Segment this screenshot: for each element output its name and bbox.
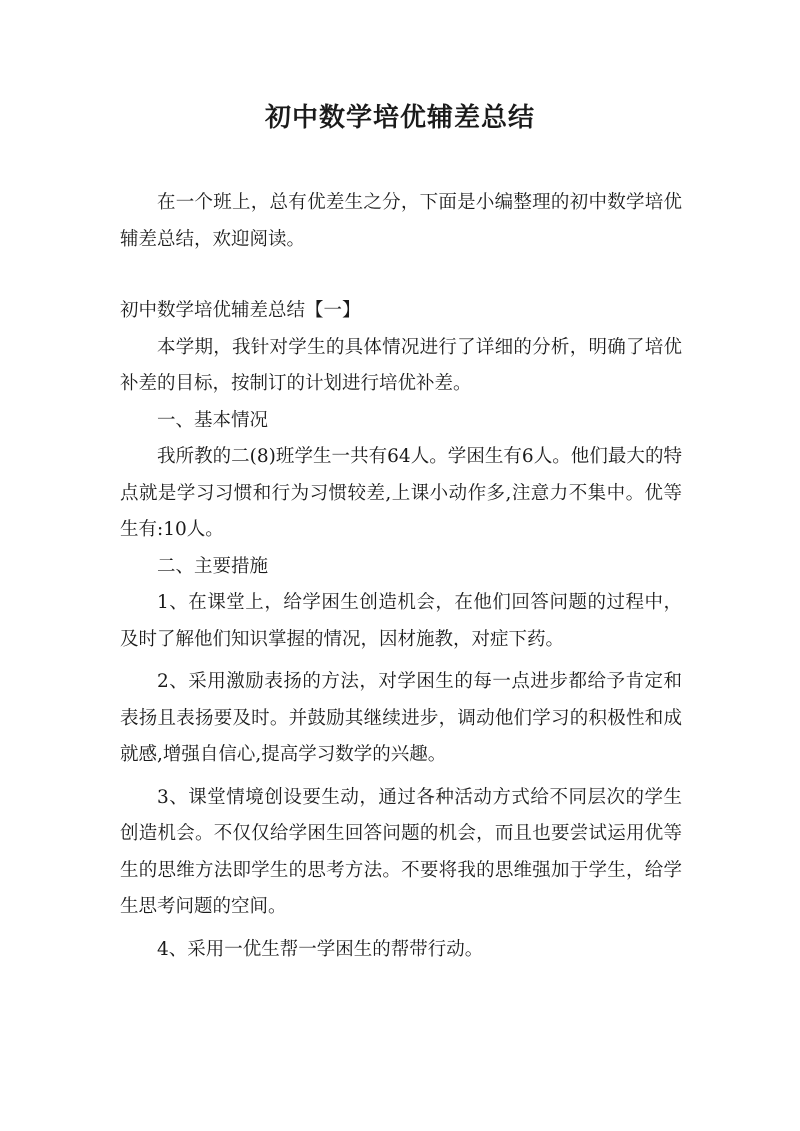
measure-item: 1、在课堂上，给学困生创造机会，在他们回答问题的过程中，及时了解他们知识掌握的情况，因材施教，对症下药。 <box>120 592 682 650</box>
subheading-main-measures: 二、主要措施 <box>157 555 269 577</box>
body-paragraph: 本学期，我针对学生的具体情况进行了详细的分析，明确了培优补差的目标，按制订的计划进行培优补差。 <box>120 336 682 394</box>
section-heading: 初中数学培优辅差总结【一】 <box>120 300 361 321</box>
measure-item: 4、采用一优生帮一学困生的帮带行动。 <box>157 938 484 960</box>
document-title: 初中数学培优辅差总结 <box>264 103 535 133</box>
measure-item: 3、课堂情境创设要生动，通过各种活动方式给不同层次的学生创造机会。不仅仅给学困生回答问题的机会，而且也要尝试运用优等生的思维方法即学生的思考方法。不要将我的思维强加于学生，给学生思考问题的空间。 <box>120 786 682 917</box>
document-body <box>120 185 682 968</box>
body-paragraph: 我所教的二(8)班学生一共有64人。学困生有6人。他们最大的特点就是学习习惯和行为习惯较差,上课小动作多,注意力不集中。优等生有:10人。 <box>120 446 682 540</box>
subheading-basic-situation: 一、基本情况 <box>157 409 269 431</box>
intro-paragraph: 在一个班上，总有优差生之分，下面是小编整理的初中数学培优辅差总结，欢迎阅读。 <box>120 192 682 250</box>
measure-item: 2、采用激励表扬的方法，对学困生的每一点进步都给予肯定和表扬且表扬要及时。并鼓励其继续进步，调动他们学习的积极性和成就感,增强自信心,提高学习数学的兴趣。 <box>120 671 682 765</box>
